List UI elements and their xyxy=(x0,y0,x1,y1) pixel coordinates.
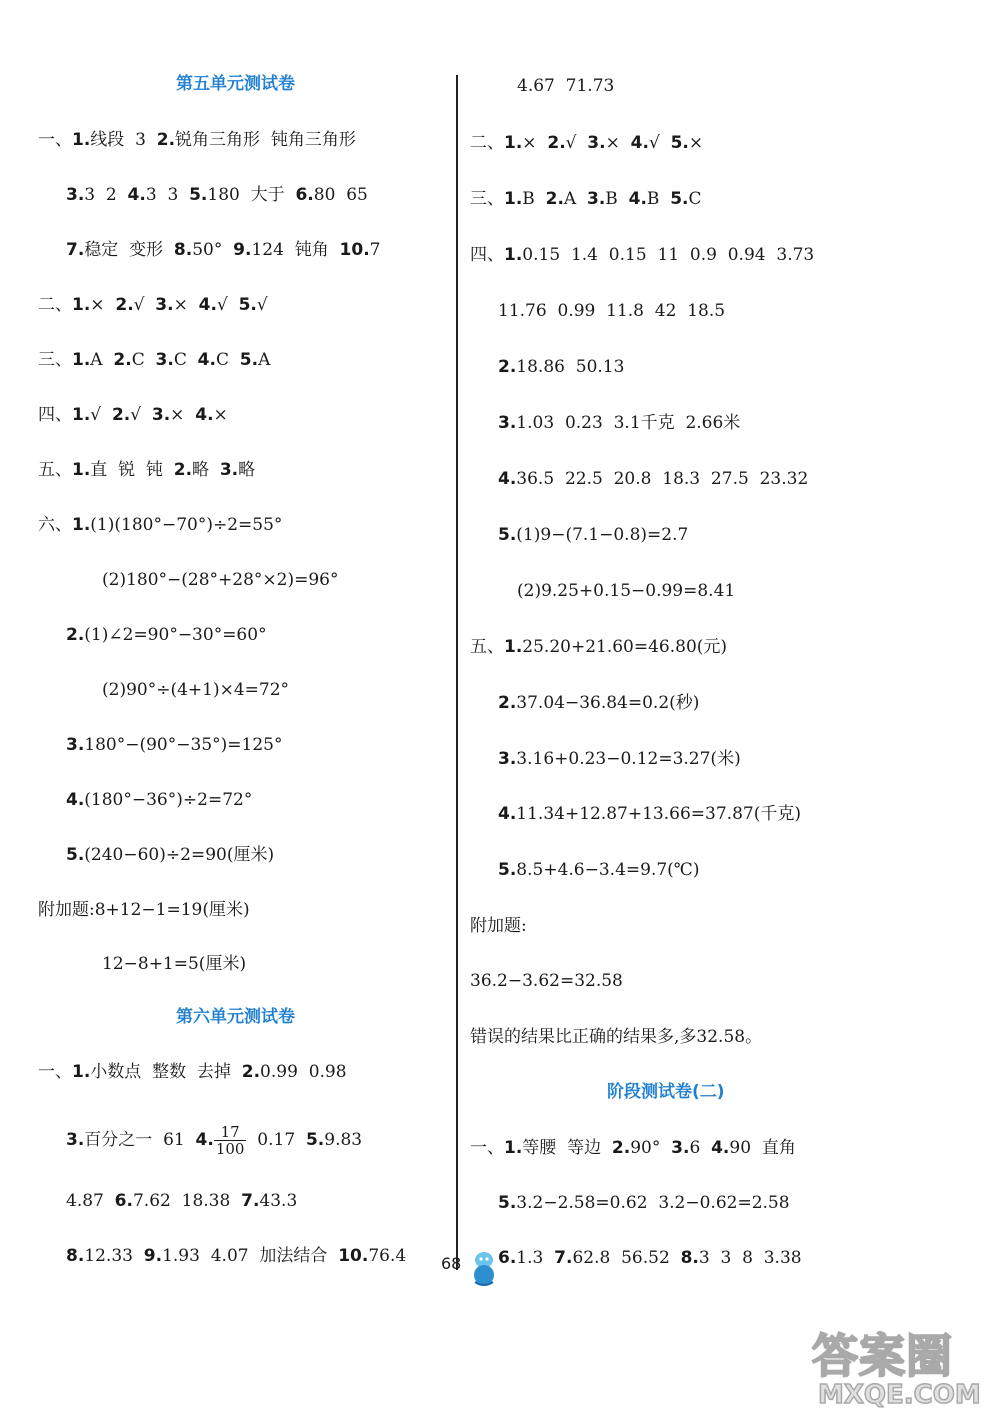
answer-line: 4.67 71.73 xyxy=(517,76,615,96)
answer-line: 4.(180°−36°)÷2=72° xyxy=(66,790,253,810)
answer-line: 2.18.86 50.13 xyxy=(498,357,625,377)
answer-line: 3.180°−(90°−35°)=125° xyxy=(66,735,283,755)
column-divider xyxy=(456,75,458,1270)
answer-line: 11.76 0.99 11.8 42 18.5 xyxy=(498,301,726,321)
answer-line: 36.2−3.62=32.58 xyxy=(470,971,623,991)
answer-line: 附加题: xyxy=(470,916,527,936)
answer-line: 12−8+1=5(厘米) xyxy=(102,954,247,974)
answer-line: 4.36.5 22.5 20.8 18.3 27.5 23.32 xyxy=(498,469,809,489)
answer-line: 五、1.25.20+21.60=46.80(元) xyxy=(470,637,728,657)
answer-line: 5.(1)9−(7.1−0.8)=2.7 xyxy=(498,525,689,545)
answer-line: (2)180°−(28°+28°×2)=96° xyxy=(102,570,339,590)
answer-line: 2.(1)∠2=90°−30°=60° xyxy=(66,625,267,645)
answer-line: 3.百分之一 61 4. $\frac{17}{100}$ 0.17 5.9.83 xyxy=(66,1123,363,1158)
answer-line: 4.11.34+12.87+13.66=37.87(千克) xyxy=(498,804,801,824)
answer-line: 三、1.A 2.C 3.C 4.C 5.A xyxy=(38,350,271,370)
answer-line: 4.87 6.7.62 18.38 7.43.3 xyxy=(66,1191,298,1211)
watermark-url: MXQE.COM xyxy=(818,1380,981,1410)
answer-line: 一、1.线段 3 2.锐角三角形 钝角三角形 xyxy=(38,130,356,150)
answer-line: 5.3.2−2.58=0.62 3.2−0.62=2.58 xyxy=(498,1193,790,1213)
answer-line: 错误的结果比正确的结果多,多32.58。 xyxy=(470,1027,763,1047)
answer-line: (2)90°÷(4+1)×4=72° xyxy=(102,680,290,700)
answer-line: 六、1.(1)(180°−70°)÷2=55° xyxy=(38,515,283,535)
answer-line: 四、1.0.15 1.4 0.15 11 0.9 0.94 3.73 xyxy=(470,245,815,265)
answer-line: 二、1.× 2.√ 3.× 4.√ 5.× xyxy=(470,133,704,153)
answer-line: (2)9.25+0.15−0.99=8.41 xyxy=(517,581,736,601)
watermark-logo xyxy=(812,1320,992,1415)
answer-line: 二、1.× 2.√ 3.× 4.√ 5.√ xyxy=(38,295,268,315)
answer-line: 五、1.直 锐 钝 2.略 3.略 xyxy=(38,460,256,480)
answer-line: 8.12.33 9.1.93 4.07 加法结合 10.76.4 xyxy=(66,1246,407,1266)
answer-line: 3.3 2 4.3 3 5.180 大于 6.80 65 xyxy=(66,185,368,205)
answer-line: 四、1.√ 2.√ 3.× 4.× xyxy=(38,405,228,425)
unit6-title: 第六单元测试卷 xyxy=(176,1007,295,1027)
answer-line: 5.8.5+4.6−3.4=9.7(℃) xyxy=(498,860,700,880)
unit5-title: 第五单元测试卷 xyxy=(176,74,295,94)
answer-line: 2.37.04−36.84=0.2(秒) xyxy=(498,693,700,713)
answer-line: 一、1.等腰 等边 2.90° 3.6 4.90 直角 xyxy=(470,1138,796,1158)
answer-line: 一、1.小数点 整数 去掉 2.0.99 0.98 xyxy=(38,1062,347,1082)
stage-test-title: 阶段测试卷(二) xyxy=(607,1082,725,1102)
page-number: 68 xyxy=(441,1254,462,1273)
mascot-icon xyxy=(469,1248,499,1288)
answer-line: 7.稳定 变形 8.50° 9.124 钝角 10.7 xyxy=(66,240,381,260)
watermark-title: 答案圈 xyxy=(812,1329,953,1383)
answer-line: 3.1.03 0.23 3.1千克 2.66米 xyxy=(498,413,741,433)
answer-line: 三、1.B 2.A 3.B 4.B 5.C xyxy=(470,189,702,209)
fraction: $\frac{17}{100}$ xyxy=(215,1123,245,1158)
answer-line: 6.1.3 7.62.8 56.52 8.3 3 8 3.38 xyxy=(498,1248,802,1268)
answer-line: 5.(240−60)÷2=90(厘米) xyxy=(66,845,275,865)
answer-line: 3.3.16+0.23−0.12=3.27(米) xyxy=(498,749,741,769)
answer-line: 附加题:8+12−1=19(厘米) xyxy=(38,900,250,920)
